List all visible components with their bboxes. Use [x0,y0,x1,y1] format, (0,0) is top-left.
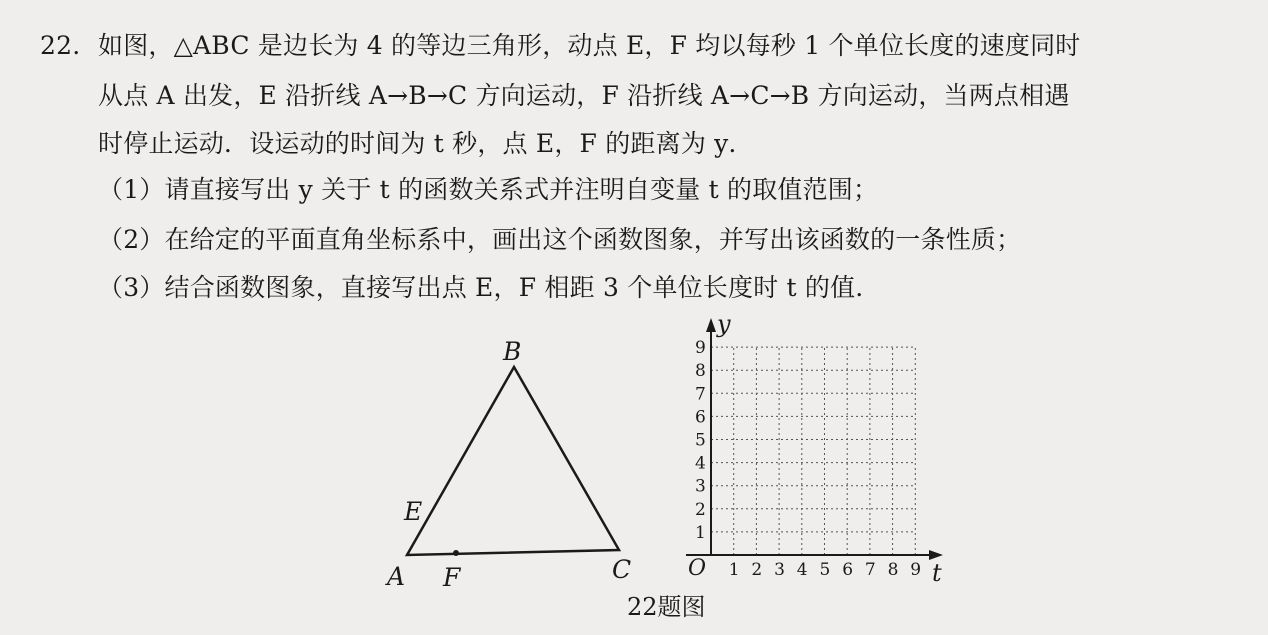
y-tick-label: 2 [695,499,706,520]
y-tick-label: 1 [695,522,706,543]
question-text-3: 时停止运动．设运动的时间为 t 秒，点 E，F 的距离为 y． [98,129,754,158]
grid-lines [711,347,915,555]
part-3-text: （3）结合函数图象，直接写出点 E，F 相距 3 个单位长度时 t 的值． [98,273,881,302]
point-f-dot [453,550,459,556]
vertex-label-b: B [503,337,522,366]
y-tick-label: 9 [695,338,706,359]
axes [686,326,935,555]
y-tick-label: 8 [695,361,706,382]
x-tick-label: 4 [796,560,808,580]
x-tick-label: 8 [887,560,899,580]
y-tick-label: 3 [695,476,706,497]
x-tick-label: 3 [774,560,785,580]
point-label-f: F [443,563,461,592]
y-tick-label: 4 [695,453,706,474]
x-tick-labels [729,560,921,580]
x-tick-label: 1 [728,560,740,580]
question-text-1: 如图，△ABC 是边长为 4 的等边三角形，动点 E，F 均以每秒 1 个单位长度的速度同时 [98,31,1081,60]
x-tick-label: 6 [842,560,854,580]
question-text-2: 从点 A 出发，E 沿折线 A→B→C 方向运动，F 沿折线 A→C→B 方向运动，当两点相遇 [98,81,1070,110]
part-2-text: （2）在给定的平面直角坐标系中，画出这个函数图象，并写出该函数的一条性质； [98,225,1022,254]
vertex-label-a: A [387,562,406,591]
y-tick-labels [695,338,706,543]
point-label-e: E [404,497,423,526]
x-tick-label: 2 [751,560,763,580]
x-tick-label: 5 [819,560,831,580]
y-tick-label: 5 [695,430,706,451]
vertex-label-c: C [612,555,632,584]
triangle-abc [407,367,619,555]
y-axis-label: y [717,310,731,338]
y-tick-label: 6 [695,407,706,428]
coordinate-grid [686,310,943,587]
part-1-text: （1）请直接写出 y 关于 t 的函数关系式并注明自变量 t 的取值范围； [98,175,879,204]
figure-caption: 22题图 [627,593,706,621]
y-tick-label: 7 [695,384,706,405]
x-axis-label: t [932,559,942,587]
triangle-figure [385,337,631,592]
origin-label: O [688,556,707,581]
x-tick-label: 9 [910,560,922,580]
question-number: 22. [40,31,81,60]
y-axis-arrow [706,318,716,332]
x-tick-label: 7 [864,560,876,580]
